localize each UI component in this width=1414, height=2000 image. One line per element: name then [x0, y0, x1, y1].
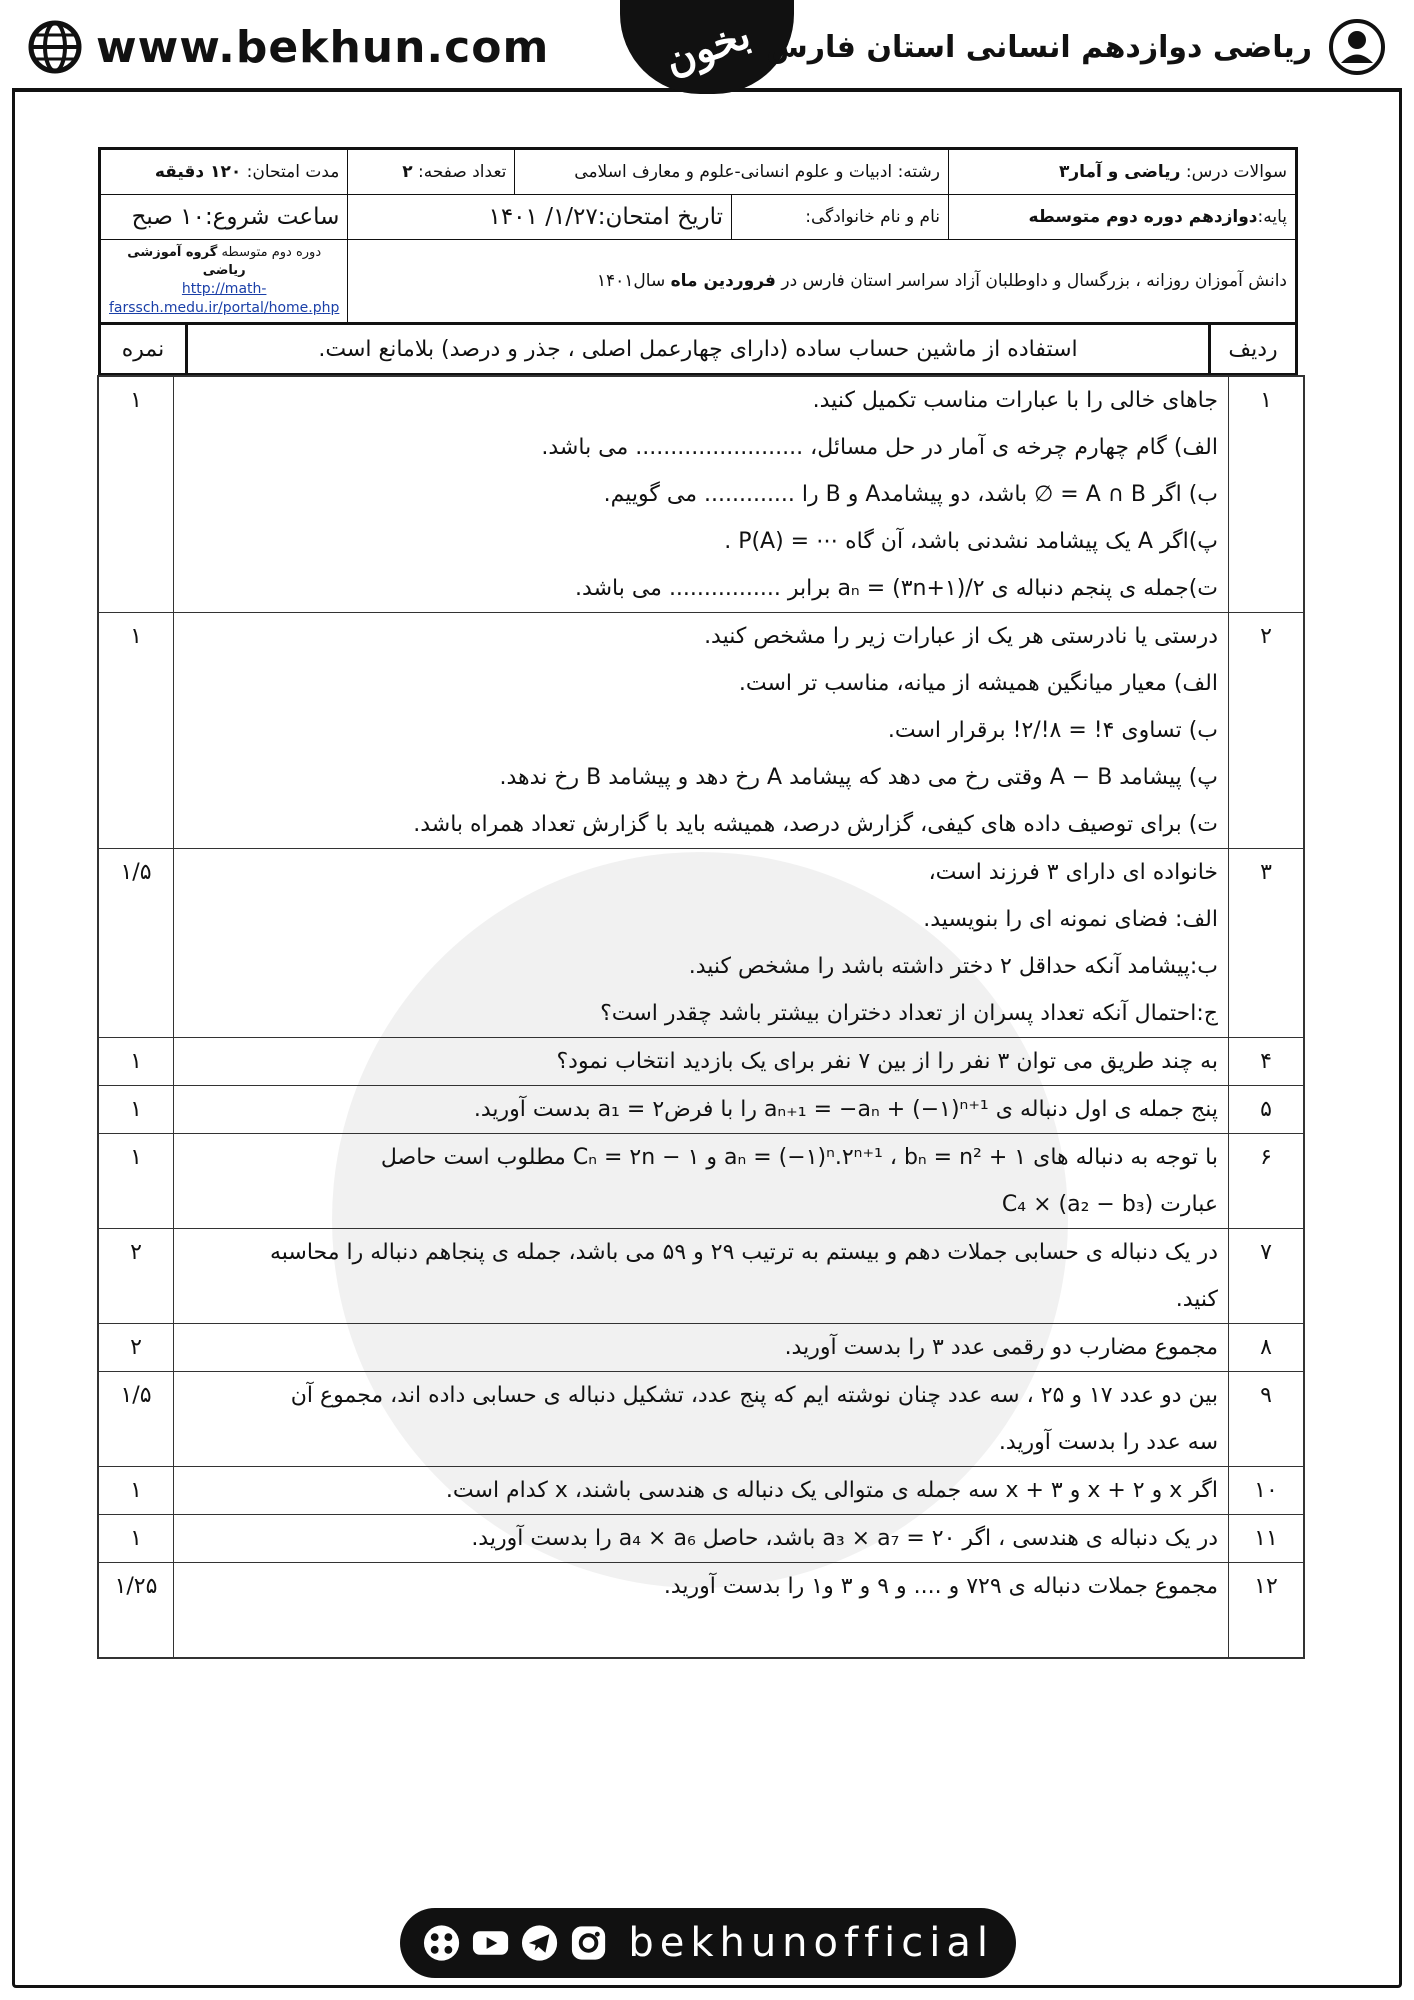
question-line: پنج جمله ی اول دنباله ی aₙ₊₁ = −aₙ + (−۱)ⁿ⁺¹ را با فرض۲ = a₁ بدست آورید.	[473, 1097, 1218, 1122]
duration-cell: مدت امتحان: ۱۲۰ دقیقه	[100, 149, 348, 195]
youtube-icon[interactable]	[471, 1923, 510, 1963]
question-score: ۱	[98, 1134, 174, 1229]
questions-body	[98, 376, 1304, 1658]
pages-cell: تعداد صفحه: ۲	[348, 149, 515, 195]
question-row	[98, 1324, 1304, 1372]
question-line: مجموع جملات دنباله ی ۷۲۹ و .... و ۹ و ۳ و۱ را بدست آورید.	[663, 1574, 1218, 1599]
group-url-link[interactable]: http://math-farssch.medu.ir/portal/home.php	[109, 281, 340, 316]
question-row	[98, 1563, 1304, 1659]
question-score: ۱/۵	[98, 849, 174, 1038]
question-row	[98, 1086, 1304, 1134]
question-line: ب:پیشامد آنکه حداقل ۲ دختر داشته باشد را مشخص کنید.	[688, 954, 1218, 979]
grade-cell: پایه:دوازدهم دوره دوم متوسطه	[949, 195, 1297, 240]
question-text	[174, 613, 1229, 849]
site-url[interactable]: www.bekhun.com	[96, 21, 550, 73]
question-line: با توجه به دنباله های aₙ = (−۱)ⁿ.۲ⁿ⁺¹ ، bₙ = n² + ۱ و Cₙ = ۲n − ۱ مطلوب است حاصل	[380, 1145, 1218, 1170]
course-cell: سوالات درس: ریاضی و آمار۳	[949, 149, 1297, 195]
question-number: ۸	[1229, 1324, 1305, 1372]
questions-table	[97, 375, 1305, 1659]
question-row	[98, 376, 1304, 613]
question-line: الف: فضای نمونه ای را بنویسید.	[923, 907, 1218, 932]
subject-title: ریاضی دوازدهم انسانی استان فارس	[766, 29, 1312, 65]
exam-info-table	[98, 147, 1298, 376]
question-line	[184, 1610, 1218, 1657]
question-row	[98, 1229, 1304, 1324]
question-line: در یک دنباله ی هندسی ، اگر ۲۰ = a₃ × a₇ باشد، حاصل a₄ × a₆ را بدست آورید.	[471, 1526, 1218, 1551]
question-score: ۱	[98, 1515, 174, 1563]
start-time: ساعت شروع:۱۰ صبح	[100, 195, 348, 240]
question-number: ۷	[1229, 1229, 1305, 1324]
question-score: ۱/۲۵	[98, 1563, 174, 1659]
question-number: ۱	[1229, 376, 1305, 613]
question-line: اگر x و x + ۲ و x + ۳ سه جمله ی متوالی یک دنباله ی هندسی باشند، x کدام است.	[445, 1478, 1218, 1503]
exam-date: تاریخ امتحان:۱/۲۷/ ۱۴۰۱	[348, 195, 732, 240]
student-name-field[interactable]: نام و نام خانوادگی:	[732, 195, 949, 240]
question-line: به چند طریق می توان ۳ نفر را از بین ۷ نفر برای یک بازدید انتخاب نمود؟	[556, 1049, 1218, 1074]
question-number: ۱۲	[1229, 1563, 1305, 1659]
question-number: ۱۱	[1229, 1515, 1305, 1563]
question-line: کنید.	[1175, 1287, 1218, 1312]
question-score: ۱/۵	[98, 1372, 174, 1467]
question-row	[98, 1038, 1304, 1086]
question-line: سه عدد را بدست آورید.	[998, 1430, 1218, 1455]
students-cell: دانش آموزان روزانه ، بزرگسال و داوطلبان آزاد سراسر استان فارس در فروردین ماه سال۱۴۰۱	[348, 240, 1297, 324]
instagram-icon[interactable]	[569, 1923, 608, 1963]
course-name: ریاضی و آمار۳	[1058, 162, 1181, 182]
question-row	[98, 849, 1304, 1038]
group-cell: دوره دوم متوسطه گروه آموزشی ریاضی http://math-farssch.medu.ir/portal/home.php	[100, 240, 348, 324]
social-handle[interactable]: bekhunofficial	[628, 1920, 995, 1966]
question-line: مجموع مضارب دو رقمی عدد ۳ را بدست آورید.	[784, 1335, 1218, 1360]
question-score: ۱	[98, 613, 174, 849]
question-line: ب) تساوی ۴! = ۸!/۲! برقرار است.	[887, 718, 1218, 743]
question-row	[98, 1134, 1304, 1229]
question-line: پ)اگر A یک پیشامد نشدنی باشد، آن گاه ⋯ = P(A) .	[724, 529, 1218, 554]
subject-header	[766, 16, 1386, 78]
logo-text: بخون	[658, 10, 756, 84]
question-line: ب) اگر A ∩ B = ∅ باشد، دو پیشامدA و B را ............. می گوییم.	[603, 482, 1218, 507]
user-icon	[1328, 18, 1386, 76]
row-header: ردیف	[1210, 325, 1296, 373]
question-line: ت)جمله ی پنجم دنباله ی aₙ = (۳n+۱)/۲ برابر ................ می باشد.	[575, 576, 1218, 601]
question-number: ۹	[1229, 1372, 1305, 1467]
question-number: ۶	[1229, 1134, 1305, 1229]
question-score: ۲	[98, 1324, 174, 1372]
question-line: ت) برای توصیف داده های کیفی، گزارش درصد، همیشه باید با گزارش تعداد همراه باشد.	[413, 812, 1218, 837]
question-line: عبارت (a₂ − b₃) × C₄	[1001, 1192, 1218, 1217]
question-line: الف) گام چهارم چرخه ی آمار در حل مسائل، ........................ می باشد.	[541, 435, 1218, 460]
question-line: در یک دنباله ی حسابی جملات دهم و بیستم به ترتیب ۲۹ و ۵۹ می باشد، جمله ی پنجاهم دنباله را محاسبه	[269, 1240, 1218, 1265]
telegram-icon[interactable]	[520, 1923, 559, 1963]
calculator-note: استفاده از ماشین حساب ساده (دارای چهارعمل اصلی ، جذر و درصد) بلامانع است.	[318, 336, 1078, 362]
question-number: ۲	[1229, 613, 1305, 849]
question-text	[174, 1515, 1229, 1563]
question-score: ۲	[98, 1229, 174, 1324]
question-text	[174, 1563, 1229, 1659]
question-number: ۵	[1229, 1086, 1305, 1134]
question-row	[98, 1515, 1304, 1563]
question-text	[174, 849, 1229, 1038]
question-row	[98, 1372, 1304, 1467]
question-number: ۱۰	[1229, 1467, 1305, 1515]
globe-icon	[28, 20, 82, 74]
question-text	[174, 1038, 1229, 1086]
question-line: بین دو عدد ۱۷ و ۲۵ ، سه عدد چنان نوشته ایم که پنج عدد، تشکیل دنباله ی حسابی داده اند، مجموع آن	[290, 1383, 1218, 1408]
question-score: ۱	[98, 376, 174, 613]
field-cell: رشته: ادبیات و علوم انسانی-علوم و معارف اسلامی	[515, 149, 949, 195]
question-line: ج:احتمال آنکه تعداد پسران از تعداد دختران بیشتر باشد چقدر است؟	[600, 1001, 1218, 1026]
question-score: ۱	[98, 1038, 174, 1086]
question-text	[174, 1372, 1229, 1467]
question-line: پ) پیشامد A − B وقتی رخ می دهد که پیشامد A رخ دهد و پیشامد B رخ ندهد.	[499, 765, 1218, 790]
site-link[interactable]	[28, 20, 549, 74]
question-row	[98, 613, 1304, 849]
question-score: ۱	[98, 1086, 174, 1134]
calc-row	[100, 324, 1297, 375]
question-text	[174, 376, 1229, 613]
question-text	[174, 1324, 1229, 1372]
question-line: خانواده ای دارای ۳ فرزند است،	[928, 860, 1218, 885]
question-text	[174, 1467, 1229, 1515]
question-text	[174, 1229, 1229, 1324]
social-bar	[400, 1908, 1016, 1978]
question-number: ۳	[1229, 849, 1305, 1038]
question-line: درستی یا نادرستی هر یک از عبارات زیر را مشخص کنید.	[704, 624, 1218, 649]
question-line: الف) معیار میانگین همیشه از میانه، مناسب تر است.	[738, 671, 1218, 696]
question-number: ۴	[1229, 1038, 1305, 1086]
question-row	[98, 1467, 1304, 1515]
question-text	[174, 1134, 1229, 1229]
question-text	[174, 1086, 1229, 1134]
question-line: جاهای خالی را با عبارات مناسب تکمیل کنید.	[812, 388, 1218, 413]
aparat-icon[interactable]	[422, 1923, 461, 1963]
score-header: نمره	[101, 325, 187, 373]
question-score: ۱	[98, 1467, 174, 1515]
